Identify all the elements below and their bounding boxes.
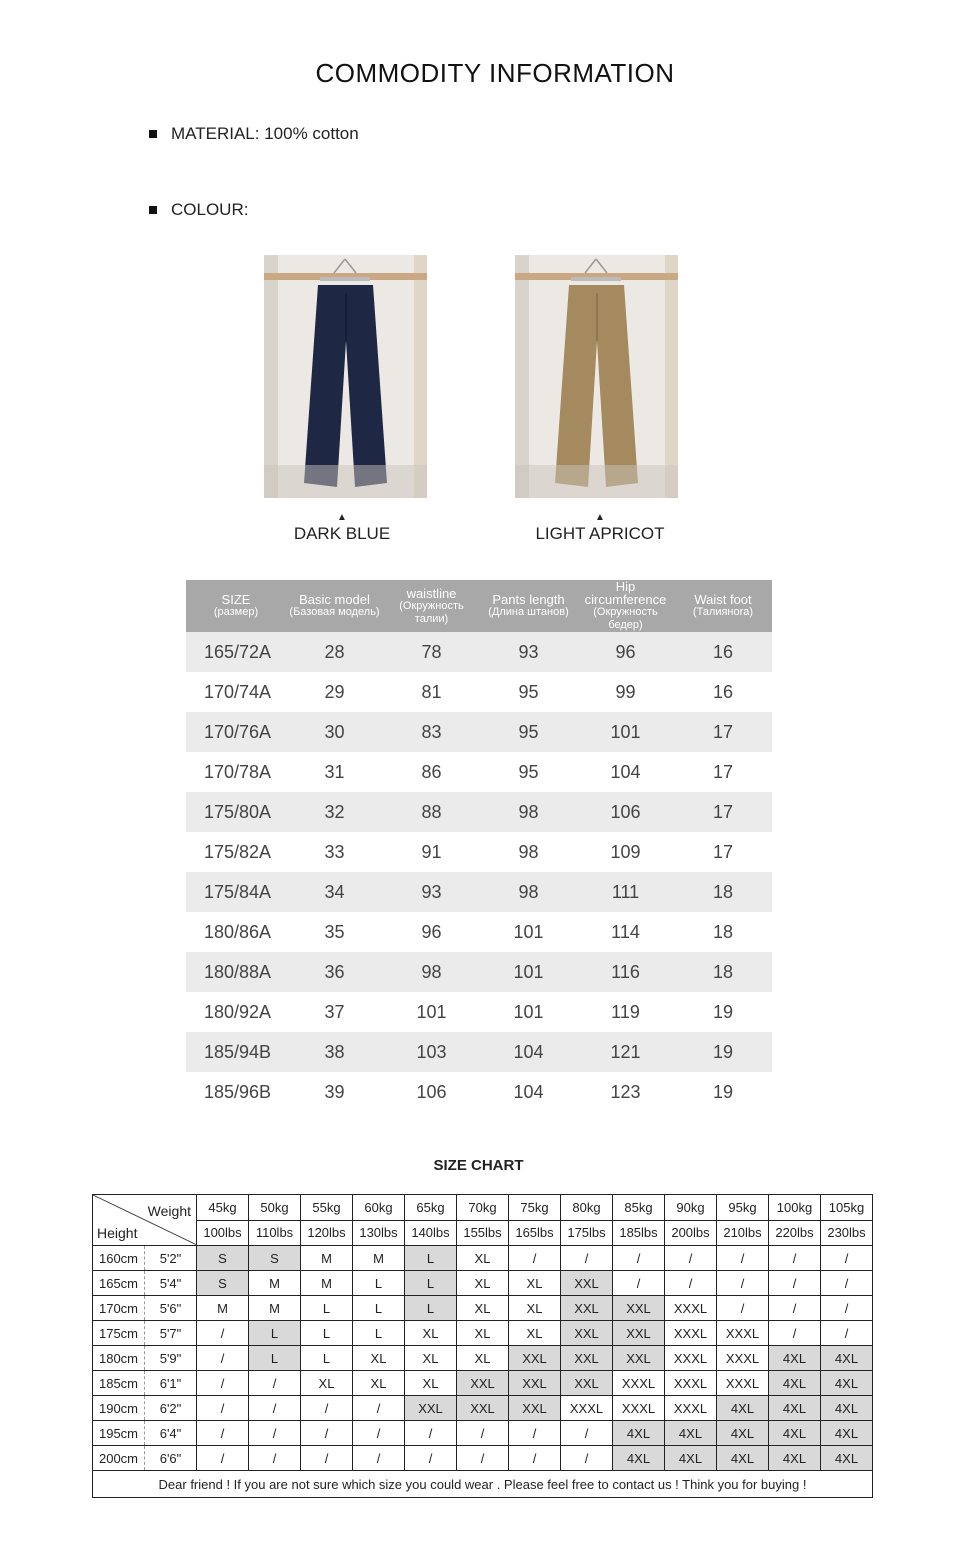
size-cell: / (717, 1246, 769, 1271)
size-cell: XXXL (717, 1321, 769, 1346)
size-cell: S (249, 1246, 301, 1271)
size-cell: M (301, 1271, 353, 1296)
light-apricot-label: LIGHT APRICOT (535, 524, 665, 543)
size-cell: XXXL (613, 1371, 665, 1396)
table-cell: 83 (383, 712, 480, 752)
size-cell: / (509, 1421, 561, 1446)
table-cell: 101 (577, 712, 674, 752)
size-cell: / (405, 1421, 457, 1446)
table-cell: 185/94B (186, 1032, 286, 1072)
table-cell: 175/84A (186, 872, 286, 912)
size-cell: XL (405, 1321, 457, 1346)
table-cell: 95 (480, 752, 577, 792)
size-cell: L (405, 1271, 457, 1296)
footer-row (93, 1471, 873, 1498)
height-row (93, 1346, 873, 1371)
table-cell: 104 (577, 752, 674, 792)
weight-label: Weight (147, 1203, 191, 1219)
size-cell: / (197, 1371, 249, 1396)
size-cell: / (769, 1321, 821, 1346)
size-cell: XXL (561, 1296, 613, 1321)
size-cell: L (353, 1296, 405, 1321)
table-cell: 86 (383, 752, 480, 792)
table-cell: 180/92A (186, 992, 286, 1032)
table-cell: 121 (577, 1032, 674, 1072)
weight-lbs-cell: 155lbs (457, 1220, 509, 1246)
table-row (186, 872, 772, 912)
table-cell: 180/86A (186, 912, 286, 952)
size-cell: / (509, 1246, 561, 1271)
height-row (93, 1321, 873, 1346)
size-cell: XXXL (665, 1296, 717, 1321)
weight-kg-cell: 80kg (561, 1195, 613, 1221)
height-ft-cell: 5'9" (145, 1346, 197, 1371)
size-cell: XL (457, 1296, 509, 1321)
size-cell: / (301, 1421, 353, 1446)
table-cell: 93 (383, 872, 480, 912)
size-cell: / (561, 1446, 613, 1471)
table-header-row (186, 580, 772, 632)
table-cell: 170/74A (186, 672, 286, 712)
size-cell: XL (353, 1346, 405, 1371)
header-pants-length: Pants length (Длина штанов) (480, 580, 577, 632)
size-cell: 4XL (717, 1421, 769, 1446)
size-cell: M (249, 1296, 301, 1321)
height-cm-cell: 175cm (93, 1321, 145, 1346)
weight-kg-cell: 105kg (821, 1195, 873, 1221)
table-cell: 98 (383, 952, 480, 992)
height-row (93, 1246, 873, 1271)
table-cell: 98 (480, 872, 577, 912)
triangle-up-icon: ▲ (595, 512, 605, 523)
material-text: MATERIAL: 100% cotton (171, 124, 359, 143)
table-cell: 175/82A (186, 832, 286, 872)
table-cell: 19 (674, 1072, 772, 1112)
size-cell: / (717, 1271, 769, 1296)
weight-kg-row (93, 1195, 873, 1221)
size-cell: / (769, 1246, 821, 1271)
size-cell: XXXL (665, 1321, 717, 1346)
bullet-square-icon (149, 206, 157, 214)
size-cell: XL (405, 1371, 457, 1396)
size-cell: / (457, 1446, 509, 1471)
dark-blue-caption (272, 512, 412, 544)
weight-kg-cell: 75kg (509, 1195, 561, 1221)
size-cell: 4XL (665, 1421, 717, 1446)
footer-note: Dear friend ! If you are not sure which size you could wear . Please feel free to contact us ! Think you for buying ! (93, 1471, 873, 1498)
size-cell: XXL (457, 1371, 509, 1396)
table-cell: 32 (286, 792, 383, 832)
size-cell: XXL (613, 1296, 665, 1321)
size-cell: / (301, 1446, 353, 1471)
weight-kg-cell: 65kg (405, 1195, 457, 1221)
table-cell: 19 (674, 992, 772, 1032)
table-cell: 18 (674, 952, 772, 992)
size-cell: / (353, 1396, 405, 1421)
height-row (93, 1271, 873, 1296)
weight-lbs-cell: 175lbs (561, 1220, 613, 1246)
size-cell: / (613, 1271, 665, 1296)
weight-kg-cell: 85kg (613, 1195, 665, 1221)
colour-line (149, 200, 248, 220)
table-row (186, 632, 772, 672)
height-ft-cell: 6'2" (145, 1396, 197, 1421)
height-cm-cell: 190cm (93, 1396, 145, 1421)
size-cell: 4XL (769, 1371, 821, 1396)
header-waistline: waistline (Окружность талии) (383, 580, 480, 632)
size-cell: XXL (561, 1271, 613, 1296)
size-cell: L (353, 1271, 405, 1296)
size-cell: / (509, 1446, 561, 1471)
table-cell: 170/76A (186, 712, 286, 752)
table-cell: 103 (383, 1032, 480, 1072)
size-cell: XXXL (561, 1396, 613, 1421)
table-row (186, 672, 772, 712)
table-row (186, 832, 772, 872)
size-cell: 4XL (821, 1396, 873, 1421)
table-cell: 88 (383, 792, 480, 832)
table-cell: 170/78A (186, 752, 286, 792)
size-cell: XXL (561, 1371, 613, 1396)
weight-lbs-cell: 130lbs (353, 1220, 405, 1246)
table-cell: 19 (674, 1032, 772, 1072)
size-cell: XL (509, 1296, 561, 1321)
weight-kg-cell: 100kg (769, 1195, 821, 1221)
height-ft-cell: 6'6" (145, 1446, 197, 1471)
table-cell: 95 (480, 712, 577, 752)
size-cell: / (197, 1396, 249, 1421)
dark-blue-pants-image[interactable] (264, 255, 427, 498)
table-cell: 38 (286, 1032, 383, 1072)
weight-lbs-cell: 200lbs (665, 1220, 717, 1246)
size-cell: / (821, 1296, 873, 1321)
size-cell: / (249, 1446, 301, 1471)
header-hip-circumference: Hip circumference (Окружность бедер) (577, 580, 674, 632)
size-cell: 4XL (821, 1421, 873, 1446)
table-cell: 96 (577, 632, 674, 672)
height-row (93, 1296, 873, 1321)
colour-label: COLOUR: (171, 200, 249, 219)
height-row (93, 1396, 873, 1421)
weight-lbs-cell: 110lbs (249, 1220, 301, 1246)
table-cell: 114 (577, 912, 674, 952)
weight-lbs-row (93, 1220, 873, 1246)
table-row (186, 952, 772, 992)
size-cell: L (301, 1296, 353, 1321)
size-cell: XL (405, 1346, 457, 1371)
table-cell: 93 (480, 632, 577, 672)
weight-lbs-cell: 185lbs (613, 1220, 665, 1246)
header-size: SIZE (размер) (186, 580, 286, 632)
table-row (186, 912, 772, 952)
size-cell: M (301, 1246, 353, 1271)
weight-lbs-cell: 210lbs (717, 1220, 769, 1246)
table-cell: 29 (286, 672, 383, 712)
table-cell: 17 (674, 832, 772, 872)
table-cell: 99 (577, 672, 674, 712)
weight-lbs-cell: 120lbs (301, 1220, 353, 1246)
height-cm-cell: 185cm (93, 1371, 145, 1396)
table-cell: 101 (480, 952, 577, 992)
size-cell: / (301, 1396, 353, 1421)
table-cell: 81 (383, 672, 480, 712)
size-cell: XXL (509, 1371, 561, 1396)
table-cell: 33 (286, 832, 383, 872)
table-cell: 123 (577, 1072, 674, 1112)
dark-blue-label: DARK BLUE (293, 524, 391, 543)
size-cell: XXXL (665, 1396, 717, 1421)
size-cell: L (405, 1296, 457, 1321)
table-cell: 28 (286, 632, 383, 672)
size-cell: 4XL (769, 1421, 821, 1446)
weight-lbs-cell: 220lbs (769, 1220, 821, 1246)
height-cm-cell: 170cm (93, 1296, 145, 1321)
size-chart-table (92, 1194, 873, 1498)
table-row (186, 712, 772, 752)
weight-lbs-cell: 230lbs (821, 1220, 873, 1246)
size-cell: XXXL (665, 1371, 717, 1396)
table-cell: 16 (674, 632, 772, 672)
table-cell: 16 (674, 672, 772, 712)
size-cell: L (301, 1346, 353, 1371)
size-cell: 4XL (821, 1371, 873, 1396)
table-cell: 98 (480, 792, 577, 832)
size-cell: 4XL (821, 1346, 873, 1371)
size-cell: M (353, 1246, 405, 1271)
table-cell: 18 (674, 912, 772, 952)
size-cell: / (821, 1246, 873, 1271)
size-cell: 4XL (613, 1446, 665, 1471)
size-cell: / (561, 1421, 613, 1446)
table-cell: 109 (577, 832, 674, 872)
bullet-square-icon (149, 130, 157, 138)
size-cell: 4XL (717, 1396, 769, 1421)
height-ft-cell: 6'1" (145, 1371, 197, 1396)
size-cell: / (197, 1321, 249, 1346)
table-cell: 17 (674, 712, 772, 752)
size-cell: XXL (613, 1346, 665, 1371)
height-cm-cell: 165cm (93, 1271, 145, 1296)
height-ft-cell: 5'2" (145, 1246, 197, 1271)
size-cell: XXXL (717, 1346, 769, 1371)
table-cell: 175/80A (186, 792, 286, 832)
table-cell: 36 (286, 952, 383, 992)
size-cell: / (353, 1421, 405, 1446)
size-cell: / (405, 1446, 457, 1471)
height-cm-cell: 200cm (93, 1446, 145, 1471)
weight-lbs-cell: 165lbs (509, 1220, 561, 1246)
table-cell: 17 (674, 792, 772, 832)
weight-lbs-cell: 140lbs (405, 1220, 457, 1246)
table-cell: 106 (383, 1072, 480, 1112)
weight-kg-cell: 45kg (197, 1195, 249, 1221)
size-cell: 4XL (821, 1446, 873, 1471)
size-cell: XXXL (613, 1396, 665, 1421)
size-cell: XL (457, 1271, 509, 1296)
height-ft-cell: 5'6" (145, 1296, 197, 1321)
table-cell: 106 (577, 792, 674, 832)
size-cell: XXL (509, 1396, 561, 1421)
table-cell: 95 (480, 672, 577, 712)
size-cell: XXL (561, 1321, 613, 1346)
size-cell: XL (457, 1246, 509, 1271)
size-cell: L (249, 1321, 301, 1346)
height-cm-cell: 195cm (93, 1421, 145, 1446)
height-label: Height (97, 1225, 138, 1241)
size-cell: / (821, 1321, 873, 1346)
size-cell: XXL (457, 1396, 509, 1421)
height-cm-cell: 160cm (93, 1246, 145, 1271)
weight-kg-cell: 50kg (249, 1195, 301, 1221)
height-row (93, 1446, 873, 1471)
weight-height-corner (93, 1195, 197, 1246)
table-cell: 104 (480, 1072, 577, 1112)
size-cell: L (405, 1246, 457, 1271)
header-basic-model: Basic model (Базовая модель) (286, 580, 383, 632)
size-cell: / (717, 1296, 769, 1321)
size-cell: / (613, 1246, 665, 1271)
table-cell: 30 (286, 712, 383, 752)
table-cell: 96 (383, 912, 480, 952)
height-row (93, 1371, 873, 1396)
table-cell: 37 (286, 992, 383, 1032)
table-cell: 180/88A (186, 952, 286, 992)
weight-kg-cell: 95kg (717, 1195, 769, 1221)
height-ft-cell: 5'7" (145, 1321, 197, 1346)
table-row (186, 752, 772, 792)
size-cell: / (821, 1271, 873, 1296)
size-cell: / (561, 1246, 613, 1271)
weight-kg-cell: 55kg (301, 1195, 353, 1221)
height-ft-cell: 5'4" (145, 1271, 197, 1296)
table-cell: 101 (480, 992, 577, 1032)
table-cell: 34 (286, 872, 383, 912)
size-cell: / (353, 1446, 405, 1471)
size-cell: / (197, 1421, 249, 1446)
size-cell: XXXL (717, 1371, 769, 1396)
size-cell: L (353, 1321, 405, 1346)
light-apricot-pants-image[interactable] (515, 255, 678, 498)
table-cell: 78 (383, 632, 480, 672)
size-cell: S (197, 1271, 249, 1296)
size-cell: / (665, 1246, 717, 1271)
size-cell: / (197, 1346, 249, 1371)
size-cell: S (197, 1246, 249, 1271)
table-cell: 101 (480, 912, 577, 952)
height-row (93, 1421, 873, 1446)
size-cell: 4XL (613, 1421, 665, 1446)
table-cell: 31 (286, 752, 383, 792)
size-cell: XL (509, 1321, 561, 1346)
size-cell: XXL (405, 1396, 457, 1421)
size-cell: 4XL (717, 1446, 769, 1471)
size-cell: XL (353, 1371, 405, 1396)
table-row (186, 1072, 772, 1112)
table-cell: 119 (577, 992, 674, 1032)
height-ft-cell: 6'4" (145, 1421, 197, 1446)
size-cell: 4XL (665, 1446, 717, 1471)
table-cell: 35 (286, 912, 383, 952)
size-cell: XL (457, 1321, 509, 1346)
size-cell: M (249, 1271, 301, 1296)
table-cell: 104 (480, 1032, 577, 1072)
size-cell: / (457, 1421, 509, 1446)
size-cell: 4XL (769, 1396, 821, 1421)
weight-kg-cell: 90kg (665, 1195, 717, 1221)
page-title: COMMODITY INFORMATION (315, 58, 675, 88)
size-cell: / (249, 1421, 301, 1446)
size-cell: XXL (561, 1346, 613, 1371)
table-cell: 185/96B (186, 1072, 286, 1112)
table-cell: 98 (480, 832, 577, 872)
light-apricot-caption (510, 512, 690, 544)
size-cell: L (301, 1321, 353, 1346)
table-cell: 101 (383, 992, 480, 1032)
size-cell: 4XL (769, 1346, 821, 1371)
size-cell: / (197, 1446, 249, 1471)
table-row (186, 992, 772, 1032)
size-cell: / (769, 1296, 821, 1321)
size-cell: / (665, 1271, 717, 1296)
table-row (186, 792, 772, 832)
weight-lbs-cell: 100lbs (197, 1220, 249, 1246)
table-cell: 17 (674, 752, 772, 792)
header-waist-foot: Waist foot (Талияноrа) (674, 580, 772, 632)
table-cell: 116 (577, 952, 674, 992)
size-cell: 4XL (769, 1446, 821, 1471)
size-cell: L (249, 1346, 301, 1371)
table-row (186, 1032, 772, 1072)
size-measurement-table (186, 580, 772, 1112)
material-line (149, 124, 359, 144)
size-cell: / (249, 1371, 301, 1396)
table-cell: 91 (383, 832, 480, 872)
size-cell: XL (457, 1346, 509, 1371)
size-cell: XXL (613, 1321, 665, 1346)
size-cell: XXXL (665, 1346, 717, 1371)
size-chart-title: SIZE CHART (433, 1157, 524, 1174)
table-cell: 111 (577, 872, 674, 912)
size-cell: XL (509, 1271, 561, 1296)
size-cell: M (197, 1296, 249, 1321)
size-cell: / (249, 1396, 301, 1421)
weight-kg-cell: 70kg (457, 1195, 509, 1221)
table-cell: 39 (286, 1072, 383, 1112)
table-cell: 165/72A (186, 632, 286, 672)
size-cell: XL (301, 1371, 353, 1396)
weight-kg-cell: 60kg (353, 1195, 405, 1221)
height-cm-cell: 180cm (93, 1346, 145, 1371)
triangle-up-icon: ▲ (337, 512, 347, 523)
table-cell: 18 (674, 872, 772, 912)
size-cell: / (769, 1271, 821, 1296)
size-cell: XXL (509, 1346, 561, 1371)
